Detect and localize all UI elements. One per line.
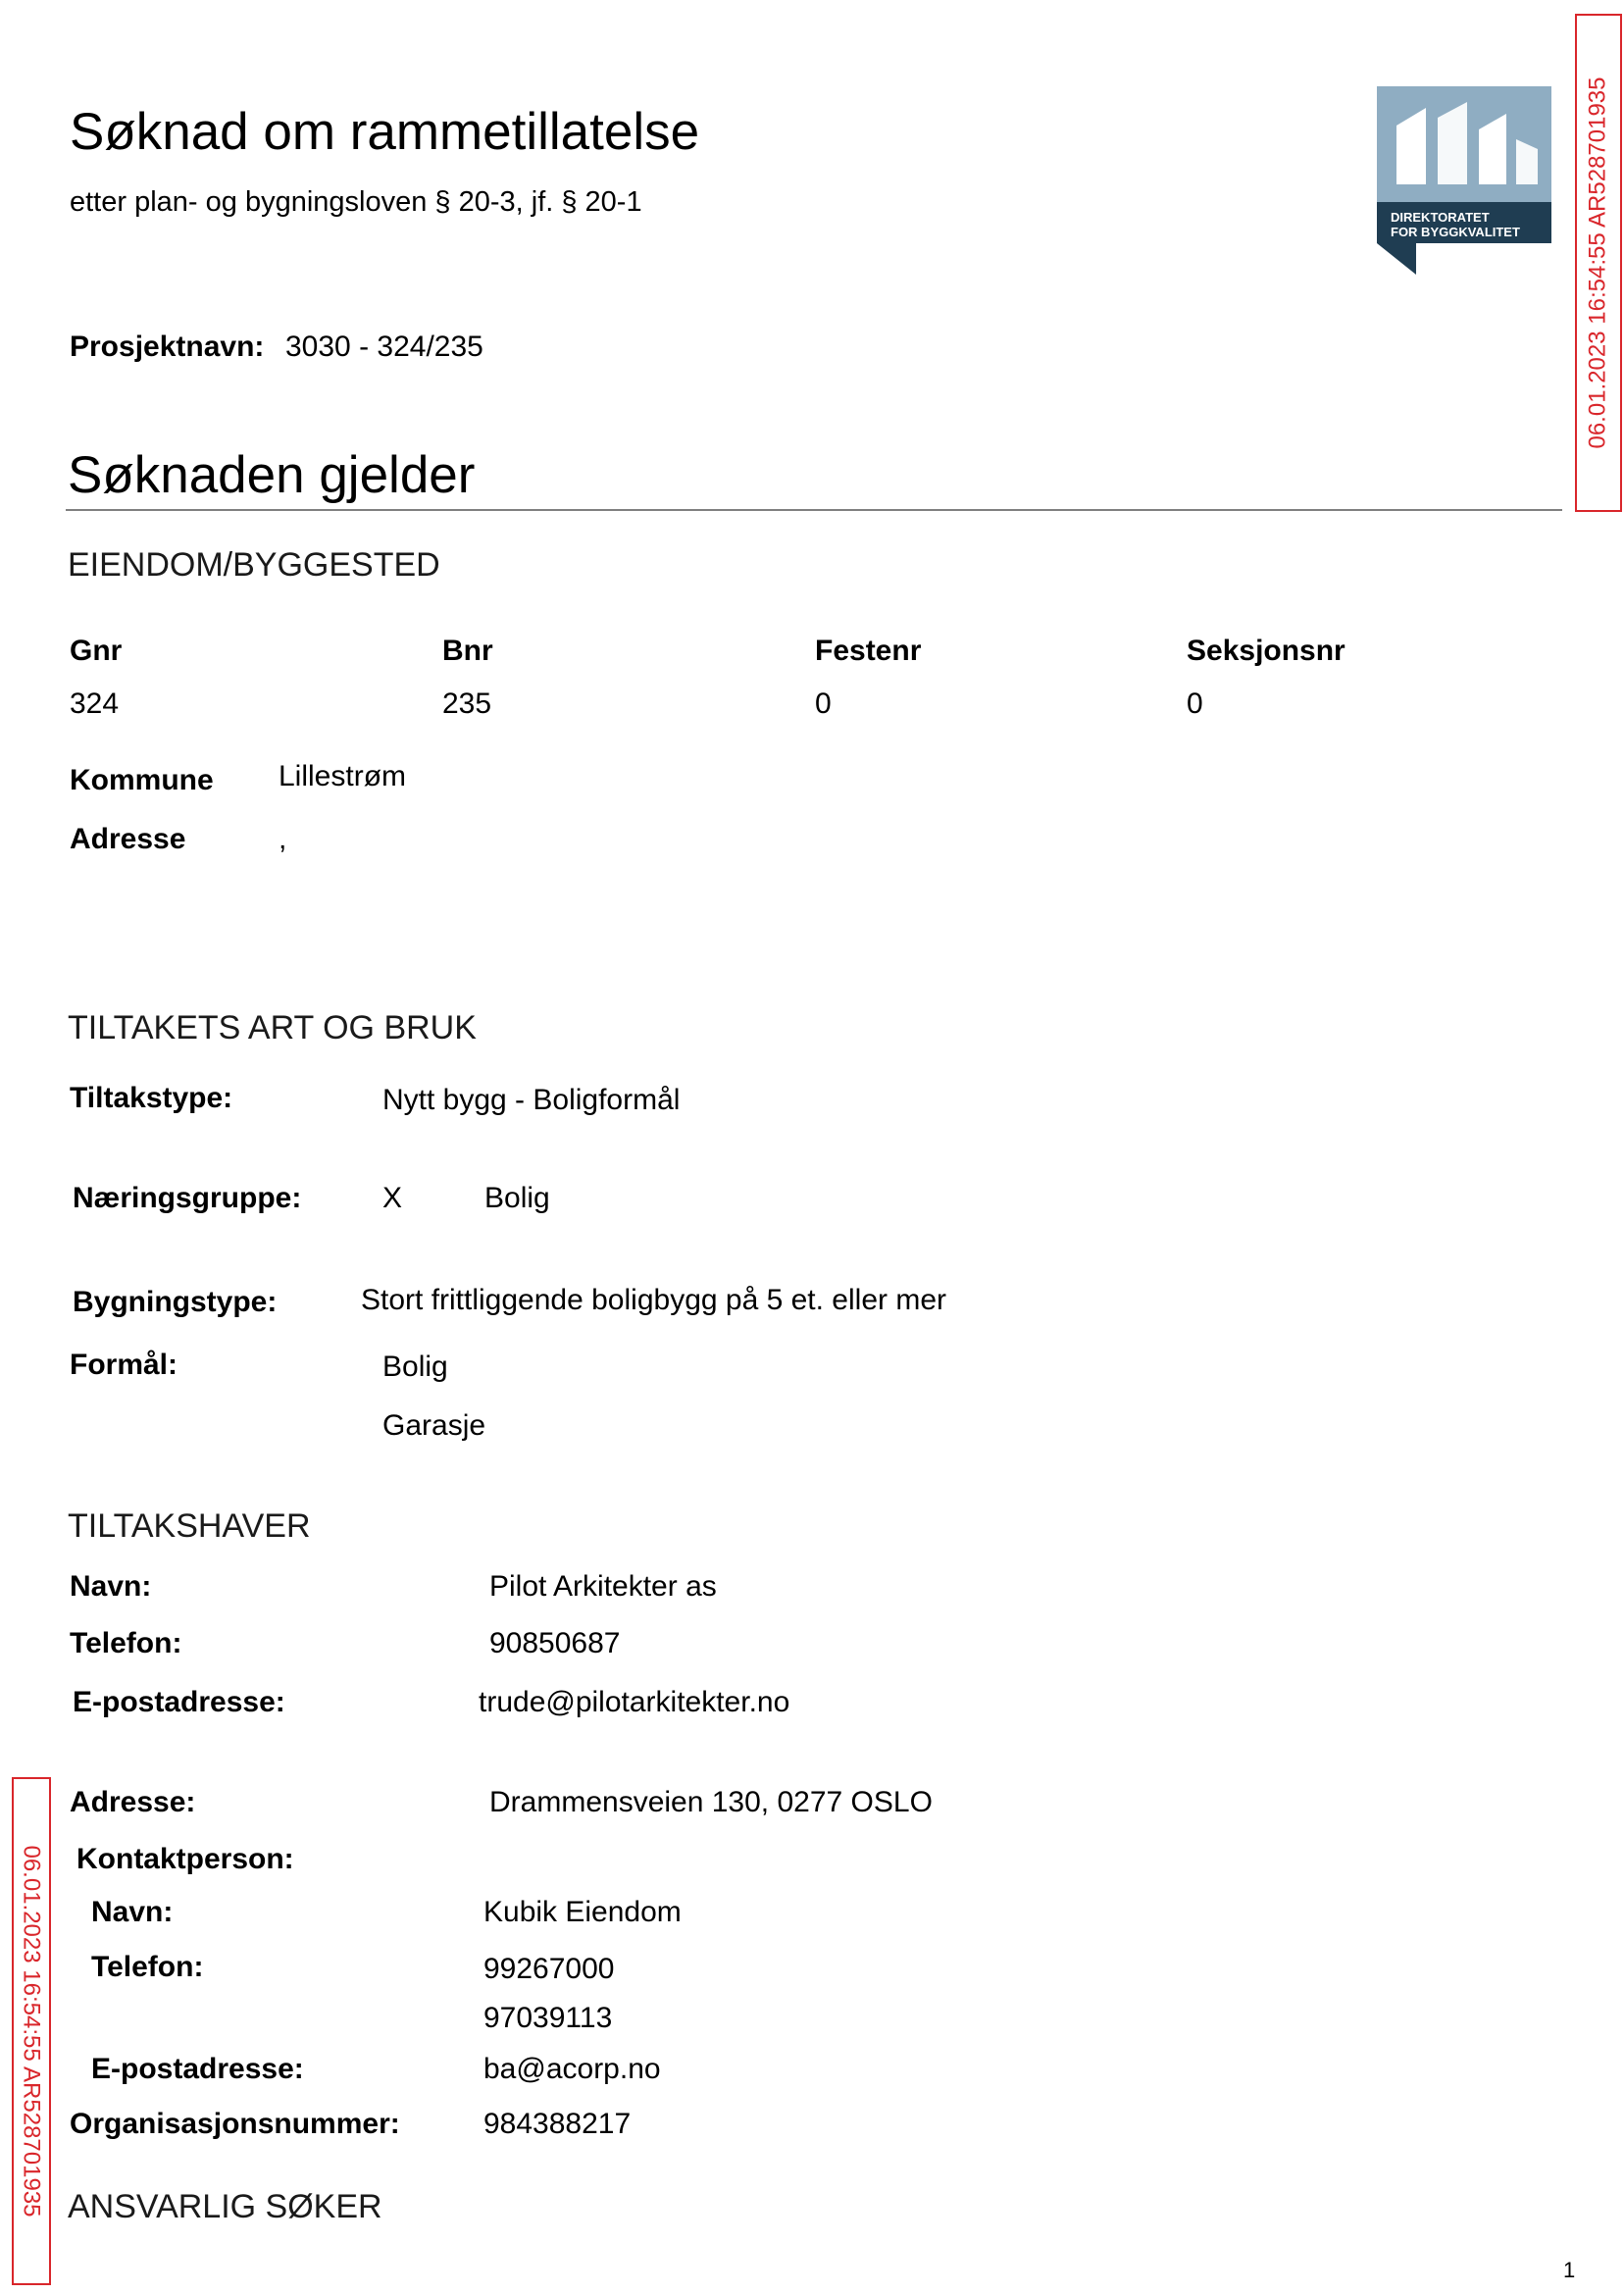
seksjonsnr-label: Seksjonsnr: [1187, 635, 1345, 667]
gnr-label: Gnr: [70, 635, 123, 667]
owner-email-label: E-postadresse:: [73, 1686, 285, 1718]
contact-email-value: ba@acorp.no: [483, 2053, 661, 2085]
received-stamp-top: [1575, 14, 1622, 512]
logo-text-line1: DIREKTORATET: [1391, 210, 1490, 225]
formal-value: Bolig: [382, 1351, 448, 1383]
contact-phone-value: 97039113: [483, 2002, 613, 2034]
org-number-label: Organisasjonsnummer:: [70, 2108, 400, 2140]
owner-phone-label: Telefon:: [70, 1627, 182, 1659]
contact-name-label: Navn:: [91, 1896, 174, 1928]
naeringsgruppe-value: Bolig: [484, 1182, 550, 1214]
received-stamp-bottom: [12, 1777, 51, 2285]
project-value: 3030 - 324/235: [285, 331, 483, 363]
property-heading: EIENDOM/BYGGESTED: [68, 546, 440, 584]
owner-address-value: Drammensveien 130, 0277 OSLO: [489, 1786, 933, 1818]
bygningstype-label: Bygningstype:: [73, 1286, 278, 1318]
gnr-value: 324: [70, 688, 120, 720]
seksjonsnr-value: 0: [1187, 688, 1203, 720]
tiltakstype-label: Tiltakstype:: [70, 1082, 233, 1114]
section-title: Søknaden gjelder: [68, 446, 476, 504]
project-label: Prosjektnavn:: [70, 331, 265, 363]
bygningstype-value: Stort frittliggende boligbygg på 5 et. eller mer: [361, 1284, 946, 1316]
document-title: Søknad om rammetillatelse: [70, 103, 700, 161]
contact-phone-value: 99267000: [483, 1953, 615, 1985]
owner-name-value: Pilot Arkitekter as: [489, 1570, 717, 1603]
formal-value: Garasje: [382, 1409, 486, 1442]
kommune-value: Lillestrøm: [279, 760, 407, 792]
naeringsgruppe-label: Næringsgruppe:: [73, 1182, 302, 1214]
section-divider: [66, 509, 1562, 511]
kommune-label: Kommune: [70, 764, 214, 796]
stamp-text: 06.01.2023 16:54:55 AR528701935: [19, 1845, 45, 2218]
naeringsgruppe-code: X: [382, 1182, 403, 1214]
measure-heading: TILTAKETS ART OG BRUK: [68, 1009, 477, 1046]
adresse-value: ,: [279, 823, 287, 855]
bnr-label: Bnr: [442, 635, 493, 667]
bnr-value: 235: [442, 688, 492, 720]
contact-phone-label: Telefon:: [91, 1951, 204, 1983]
tiltakstype-value: Nytt bygg - Boligformål: [382, 1084, 681, 1116]
contact-name-value: Kubik Eiendom: [483, 1896, 682, 1928]
dibk-logo: [1377, 86, 1551, 275]
owner-phone-value: 90850687: [489, 1627, 621, 1659]
applicant-heading: ANSVARLIG SØKER: [68, 2188, 382, 2225]
adresse-label: Adresse: [70, 823, 186, 855]
contact-email-label: E-postadresse:: [91, 2053, 304, 2085]
logo-text-line2: FOR BYGGKVALITET: [1391, 225, 1520, 239]
owner-heading: TILTAKSHAVER: [68, 1507, 311, 1545]
contact-person-label: Kontaktperson:: [76, 1843, 294, 1875]
stamp-text: 06.01.2023 16:54:55 AR528701935: [1585, 76, 1611, 449]
page-number: 1: [1563, 2258, 1576, 2282]
formal-label: Formål:: [70, 1349, 178, 1381]
org-number-value: 984388217: [483, 2108, 632, 2140]
festenr-value: 0: [815, 688, 832, 720]
owner-address-label: Adresse:: [70, 1786, 196, 1818]
document-subtitle: etter plan- og bygningsloven § 20-3, jf. § 20-1: [70, 186, 642, 218]
owner-email-value: trude@pilotarkitekter.no: [479, 1686, 790, 1718]
owner-name-label: Navn:: [70, 1570, 152, 1603]
festenr-label: Festenr: [815, 635, 922, 667]
